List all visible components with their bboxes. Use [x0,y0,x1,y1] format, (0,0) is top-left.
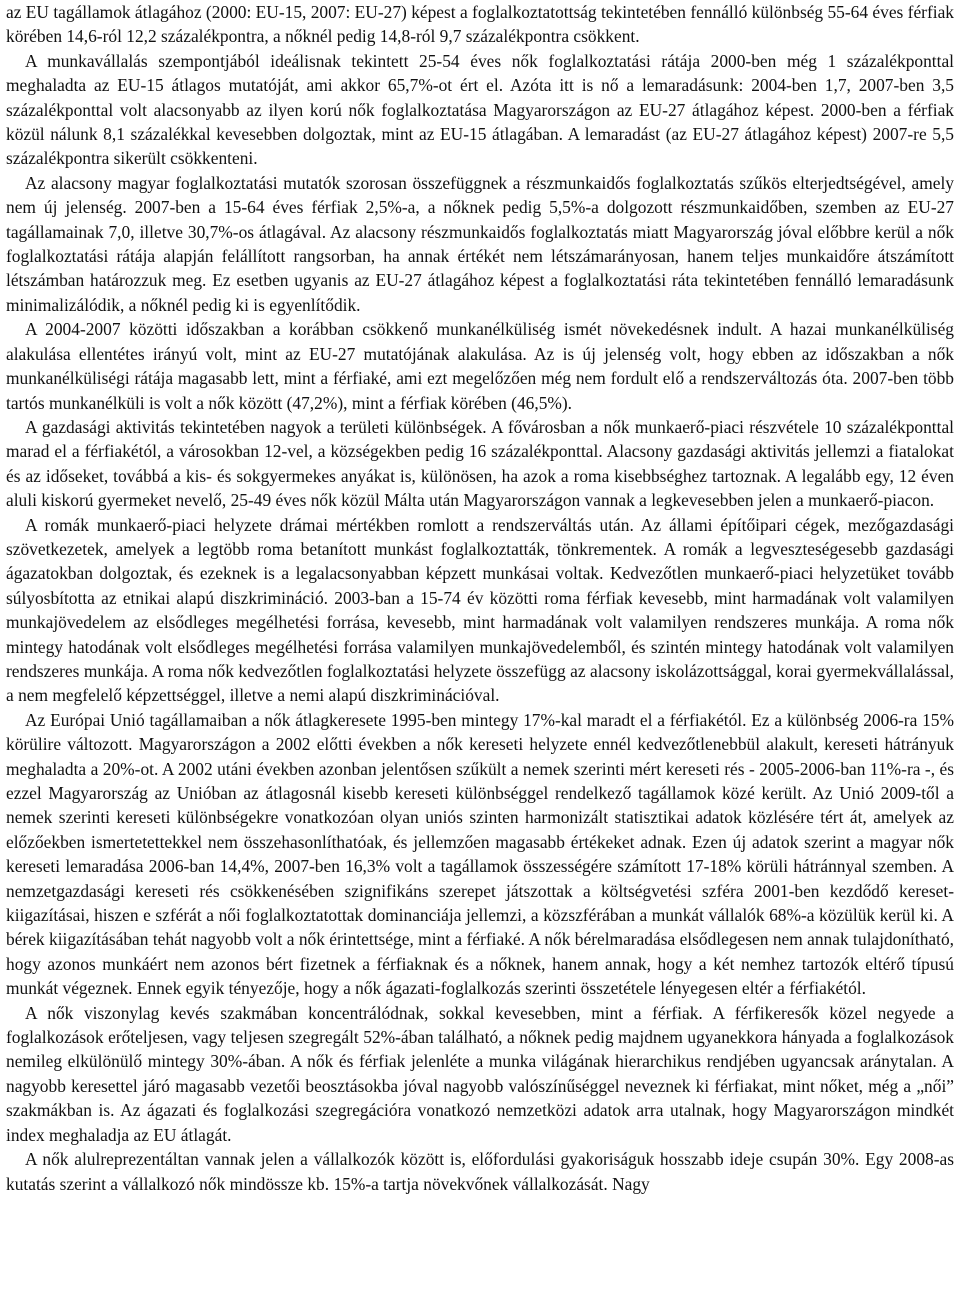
paragraph-unemployment: A 2004-2007 közötti időszakban a korábban csökkenő munkanélküliség ismét növekedésnek indult. A hazai munkanélküliség alakulása ellentétes irányú volt, mint az EU-27 mutatójának alakulása. Az is új jelenség volt, hogy ebben az időszakban a nők munkanélküliségi rátája magasabb lett, mint a férfiaké, ami ezt megelőzően még nem fordult elő a rendszerváltozás óta. 2007-ben több tartós munkanélküli is volt a nők között (47,2%), mint a férfiak körében (46,5%). [6,319,954,413]
paragraph-entrepreneurs: A nők alulreprezentáltan vannak jelen a vállalkozók között is, előfordulási gyakoriságuk hosszabb ideje csupán 30%. Egy 2008-as kutatás szerint a vállalkozó nők mindössze kb. 15%-a tartja növekvőnek vállalkozását. Nagy [6,1149,954,1194]
paragraph-continuation: az EU tagállamok átlagához (2000: EU-15, 2007: EU-27) képest a foglalkoztatottság tekintetében fennálló különbség 55-64 éves férfiak körében 14,6-ról 12,2 százalékpontra, a nőknél pedig 14,8-ról 9,7 százalékpontra csökkent. [6,2,954,47]
paragraph-wage-gap: Az Európai Unió tagállamaiban a nők átlagkeresete 1995-ben mintegy 17%-kal maradt el a férfiakétól. Ez a különbség 2006-ra 15% körülire változott. Magyarországon a 2002 előtti években a nők kereseti helyzete ennél kedvezőtlenebbül alakult, kereseti hátrányuk meghaladta a 20%-ot. A 2002 utáni években azonban jelentősen szűkült a nemek szerinti mért kereseti rés - 2005-2006-ban 11%-ra -, és ezzel Magyarország az Unióban az átlagosnál kisebb kereseti különbséggel rendelkező tagállamok közé került. Az Unió 2009-től a nemek szerinti kereseti különbségekre vonatkozóan olyan uniós szinten harmonizált statisztikai adatok közlésére tért át, amelyek az előzőekben ismertetettekkel nem összehasonlíthatóak, és jellemzően magasabb értékeket adnak. Ezen új adatok szerint a magyar nők kereseti lemaradása 2006-ban 14,4%, 2007-ben 16,3% volt a tagállamok összességére számított 17-18% körüli hátránnyal szemben. A nemzetgazdasági kereseti rés csökkenésében szignifikáns szerepet játszottak a költségvetési szféra 2001-ben kezdődő kereset-kiigazításai, hiszen e szférát a női foglalkoztatottak dominanciája jellemzi, a közszférában a munkát vállalók 68%-a közülük kerül ki. A bérek kiigazításában tehát nagyobb volt a nők érintettsége, mint a férfiaké. A nők bérelmaradása elsődlegesen nem annak tulajdonítható, hogy azonos munkáért nem azonos bért fizetnek a férfiaknak és a nőknek, hanem annak, hogy a két nemhez tartozók eltérő típusú munkát végeznek. Ennek egyik tényezője, hogy a nők ágazati-foglalkozás szerinti összetétele lényegesen eltér a férfiakétól. [6,709,954,999]
paragraph-employment-rate: A munkavállalás szempontjából ideálisnak tekintett 25-54 éves nők foglalkoztatási rátája 2000-ben még 1 százalékponttal meghaladta az EU-15 átlagos mutatóját, ami akkor 65,7%-ot ért el. Azóta itt is nő a lemaradásunk: 2004-ben 1,7, 2007-ben 3,5 százalékponttal volt alacsonyabb az ilyen korú nők foglalkoztatása Magyarországon az EU-27 átlagához képest. 2000-ben a férfiak közül nálunk 8,1 százalékkal kevesebben dolgoztak, mint az EU-15 átlagában. A lemaradást (az EU-27 átlagához képest) 2007-re 5,5 százalékpontra sikerült csökkenteni. [6,50,954,169]
paragraph-roma: A romák munkaerő-piaci helyzete drámai mértékben romlott a rendszerváltás után. Az állami építőipari cégek, mezőgazdasági szövetkezetek, amelyek a legtöbb roma betanított munkást foglalkoztatták, tönkrementek. A romák a legveszteségesebb gazdasági ágazatokban dolgoztak, és ezeknek is a legalacsonyabban képzett munkásai voltak. Kedvezőtlen munkaerő-piaci helyzetüket tovább súlyosbította az etnikai alapú diszkrimináció. 2003-ban a 15-74 év közötti roma férfiak kevesebb, mint harmadának volt valamilyen munkajövedelem az elsődleges megélhetési forrása, kevesebb, mint harmadának volt valamilyen rendszeres munkája. A roma nők mintegy hatodának volt elsődleges megélhetési forrása valamilyen munkajövedelemből, és szintén mintegy hatodának volt valamilyen rendszeres munkája. A roma nők kedvezőtlen foglalkoztatási helyzete összefügg az alacsony iskolázottsággal, korai gyermekvállalással, a nem megfelelő képzettséggel, illetve a nemi alapú diszkriminációval. [6,514,954,706]
document-page [6,0,954,1196]
paragraph-part-time: Az alacsony magyar foglalkoztatási mutatók szorosan összefüggnek a részmunkaidős foglalkoztatás szűkös elterjedtségével, amely nem új jelenség. 2007-ben a 15-64 éves férfiak 2,5%-a, a nőknek pedig 5,5%-a dolgozott részmunkaidőben, szemben az EU-27 tagállamainak 7,0, illetve 30,7%-os átlagával. Az alacsony részmunkaidős foglalkoztatás miatt Magyarország jóval előbbre kerül a nők foglalkoztatási rátája alapján felállított rangsorban, ha annak értékét nem létszámarányosan, hanem teljes munkaidőre átszámított létszámban határozzuk meg. Ez esetben ugyanis az EU-27 átlagához képest a foglalkoztatási ráta tekintetében fennálló lemaradásunk minimalizálódik, a nőknél pedig ki is egyenlítődik. [6,172,954,315]
paragraph-regional-activity: A gazdasági aktivitás tekintetében nagyok a területi különbségek. A fővárosban a nők munkaerő-piaci részvétele 10 százalékponttal marad el a férfiakétól, a városokban 12-vel, a községekben pedig 16 százalékponttal. Alacsony gazdasági aktivitás jellemzi a fiatalokat és az időseket, továbbá a kis- és sokgyermekes anyákat is, különösen, ha azok a roma kisebbséghez tartoznak. A legalább egy, 12 éven aluli kiskorú gyermeket nevelő, 25-49 éves nők közül Málta után Magyarországon vannak a legkevesebben jelen a munkaerő-piacon. [6,416,954,511]
paragraph-segregation: A nők viszonylag kevés szakmában koncentrálódnak, sokkal kevesebben, mint a férfiak. A férfikeresők közel negyede a foglalkozások erőteljesen, vagy teljesen szegregált 52%-ában található, a nőknek pedig majdnem ugyanekkora hányada a foglalkozások nemileg elkülönülő mintegy 30%-ában. A nők és férfiak jelenléte a munka világának hierarchikus rendjében ugyancsak aránytalan. A nagyobb keresettel járó magasabb vezetői beosztásokba jóval nagyobb valószínűséggel neveznek ki férfiakat, mint nőket, még a „női” szakmákban is. Az ágazati és foglalkozási szegregációra vonatkozó nemzetközi adatok arra utalnak, hogy Magyarországon mindkét index meghaladja az EU átlagát. [6,1002,954,1145]
